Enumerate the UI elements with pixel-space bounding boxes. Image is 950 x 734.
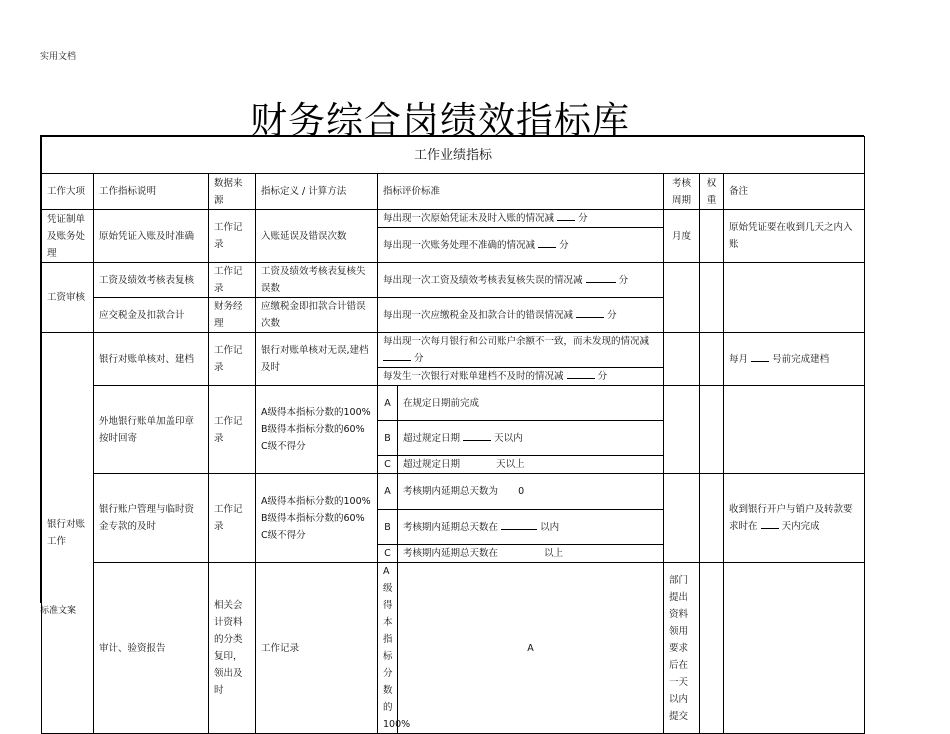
criteria-unit: 分 — [559, 239, 569, 251]
col-period: 考核周期 — [664, 174, 700, 210]
definition-cell: A级得本指标分数的100% B级得本指标分数的60% C级不得分 — [256, 474, 378, 563]
criteria-unit: 分 — [578, 213, 588, 224]
criteria-unit: 分 — [618, 274, 629, 286]
criteria-cell — [378, 210, 664, 228]
weight-cell — [700, 386, 724, 474]
criteria-cell — [378, 228, 664, 263]
indicator-cell: 工资及绩效考核表复核 — [94, 263, 209, 298]
table-row — [42, 474, 865, 510]
col-definition: 指标定义 / 计算方法 — [256, 174, 378, 210]
level-text: 超过规定日期 — [403, 432, 461, 444]
header-note: 实用文档 — [40, 52, 77, 62]
grade-cell: A — [378, 474, 398, 510]
level-suffix: 以上 — [544, 548, 564, 559]
indicator-cell: 外地银行账单加盖印章按时回寄 — [94, 386, 209, 474]
score-blank — [538, 237, 556, 248]
footer-note: 标准文案 — [40, 606, 77, 616]
weight-cell — [724, 563, 865, 734]
criteria-unit: 分 — [414, 353, 424, 364]
grade-cell: A — [398, 563, 664, 734]
criteria-cell — [378, 368, 664, 386]
work-item-cell: 银行对账工作 — [42, 333, 94, 734]
remarks-text: 天内完成 — [781, 521, 820, 532]
criteria-text: 每出现一次应缴税金及扣款合计的错误情况减 — [383, 309, 574, 321]
source-cell: 工作记录 — [209, 386, 256, 474]
definition-cell: 工资及绩效考核表复核失误数 — [256, 263, 378, 298]
remarks-text: 号前完成建档 — [772, 353, 830, 365]
level-text: 考核期内延期总天数为 — [403, 486, 499, 497]
weight-cell — [700, 333, 724, 386]
level-text: 超过规定日期 — [403, 459, 461, 470]
header-row — [42, 174, 865, 210]
period-cell — [700, 563, 724, 734]
grade-cell: A — [378, 386, 398, 421]
level-cell: 在规定日期前完成 — [398, 386, 664, 421]
definition-cell: 银行对账单核对无误,建档及时 — [256, 333, 378, 386]
period-cell — [664, 386, 700, 474]
definition-cell: 入账延误及错误次数 — [256, 210, 378, 263]
work-item-cell: 凭证制单及账务处理 — [42, 210, 94, 263]
day-blank — [501, 519, 537, 530]
weight-cell — [700, 474, 724, 563]
score-blank — [557, 210, 575, 221]
table-row — [42, 386, 865, 421]
table-row — [42, 563, 865, 734]
criteria-cell — [378, 263, 664, 298]
table-row — [42, 333, 865, 368]
source-cell: 工作记录 — [209, 474, 256, 563]
day-blank — [751, 351, 769, 362]
weight-cell — [700, 210, 724, 263]
level-cell — [398, 510, 664, 545]
work-item-cell: 工资审核 — [42, 263, 94, 333]
criteria-text: 每出现一次原始凭证未及时入账的情况减 — [383, 213, 555, 224]
source-cell: 工作记录 — [209, 263, 256, 298]
score-blank — [576, 307, 604, 318]
source-cell: 工作记录 — [209, 210, 256, 263]
level-cell: 部门提出资料领用要求后在一天以内提交 — [664, 563, 700, 734]
grade-cell: C — [378, 545, 398, 563]
indicator-cell: 银行账户管理与临时资金专款的及时 — [94, 474, 209, 563]
grade-cell: C — [378, 456, 398, 474]
level-text: 考核期内延期总天数在 — [403, 521, 499, 533]
period-cell — [664, 263, 700, 333]
level-value: 0 — [518, 486, 525, 497]
col-weight: 权重 — [700, 174, 724, 210]
definition-cell: A级得本指标分数的100% B级得本指标分数的60% C级不得分 — [256, 386, 378, 474]
criteria-text: 每发生一次银行对账单建档不及时的情况减 — [383, 371, 564, 382]
score-blank — [567, 368, 595, 379]
level-cell — [398, 474, 664, 510]
work-item-cell: 审计、验资报告 — [94, 563, 209, 734]
level-suffix: 天以内 — [494, 432, 523, 444]
criteria-cell — [378, 298, 664, 333]
col-remarks: 备注 — [724, 174, 865, 210]
col-criteria: 指标评价标准 — [378, 174, 664, 210]
indicator-cell: 原始凭证入账及时准确 — [94, 210, 209, 263]
source-cell: 工作记录 — [256, 563, 378, 734]
section-row — [42, 137, 865, 174]
criteria-cell — [378, 333, 664, 368]
period-cell — [664, 474, 700, 563]
remarks-cell: 原始凭证要在收到几天之内入账 — [724, 210, 865, 263]
score-blank — [383, 350, 411, 361]
section-title: 工作业绩指标 — [42, 137, 865, 174]
level-suffix: 天以上 — [496, 459, 525, 470]
remarks-cell — [724, 474, 865, 563]
col-indicator: 工作指标说明 — [94, 174, 209, 210]
col-work-item: 工作大项 — [42, 174, 94, 210]
criteria-unit: 分 — [607, 309, 617, 321]
col-source: 数据来源 — [209, 174, 256, 210]
weight-cell — [700, 263, 724, 333]
source-cell: 工作记录 — [209, 333, 256, 386]
period-cell — [664, 333, 700, 386]
grade-cell: B — [378, 510, 398, 545]
score-blank — [586, 272, 616, 283]
level-cell — [398, 545, 664, 563]
table-row — [42, 210, 865, 228]
day-blank — [463, 430, 491, 441]
remarks-cell — [724, 263, 865, 333]
grade-cell: B — [378, 421, 398, 456]
criteria-text: 每出现一次每月银行和公司账户余额不一致，而未发现的情况减 — [383, 336, 650, 347]
day-blank — [761, 518, 779, 529]
definition-cell: 应缴税金即扣款合计错误次数 — [256, 298, 378, 333]
source-cell: 财务经理 — [209, 298, 256, 333]
level-cell — [398, 421, 664, 456]
remarks-cell — [724, 386, 865, 474]
definition-cell: A级得本指标分数的100% — [378, 563, 398, 734]
table-row — [42, 263, 865, 298]
level-cell — [398, 456, 664, 474]
level-text: 考核期内延期总天数在 — [403, 548, 499, 559]
page-title: 财务综合岗绩效指标库 — [250, 99, 630, 142]
remarks-text: 收到银行开户与销户及转款要求时在 — [729, 504, 853, 532]
criteria-text: 每出现一次账务处理不准确的情况减 — [383, 239, 536, 251]
indicator-cell: 银行对账单核对、建档 — [94, 333, 209, 386]
remarks-text: 每月 — [729, 353, 749, 365]
remarks-cell — [724, 333, 865, 386]
indicator-cell: 相关会计资料的分类复印，领出及时 — [209, 563, 256, 734]
period-cell: 月度 — [664, 210, 700, 263]
kpi-table — [41, 136, 865, 734]
criteria-unit: 分 — [597, 371, 608, 382]
indicator-cell: 应交税金及扣款合计 — [94, 298, 209, 333]
level-suffix: 以内 — [540, 521, 560, 533]
criteria-text: 每出现一次工资及绩效考核表复核失误的情况减 — [383, 274, 583, 286]
